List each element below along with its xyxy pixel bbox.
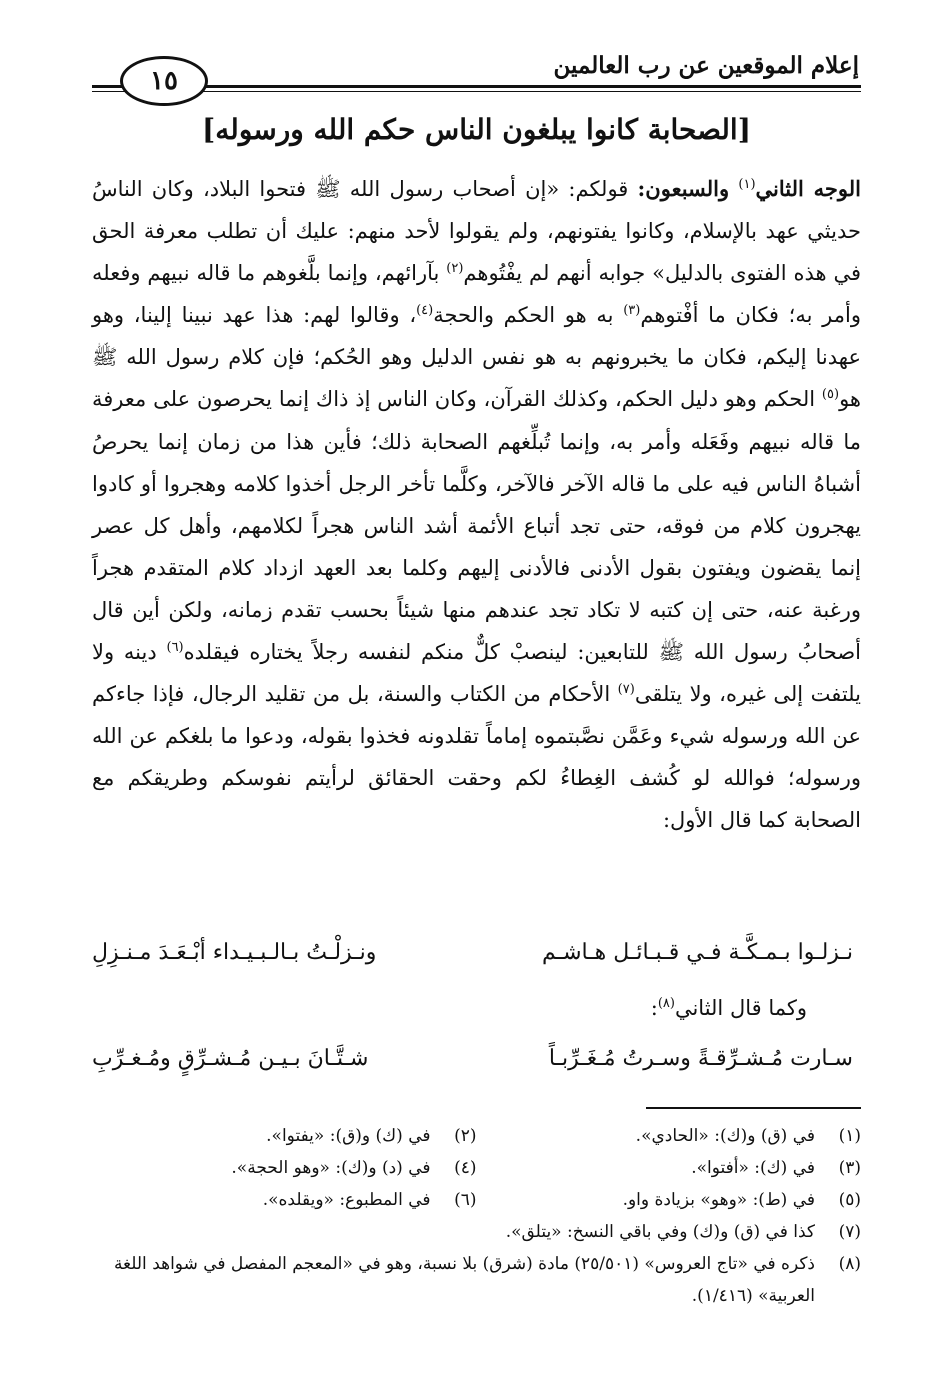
footnote-text: في (ط): «وهو» بزيادة واو. [622,1190,815,1210]
running-title: إعلام الموقعين عن رب العالمين [553,52,859,79]
footnote [92,1152,477,1184]
footnote-ref: (٣) [623,303,641,319]
footnote-text: في (د) و(ك): «وهو الحجة». [231,1158,431,1178]
footnote-text: في المطبوع: «ويقلده». [262,1190,431,1210]
text-run: قولكم: «إن أصحاب رسول الله ﷺ فتحوا البلاد، وكان الناسُ حديثي عهد بالإسلام، وكانوا يفتونهم، ولم يقولوا لأحد منهم: عليك أن تطلب معرفة الحق في هذه الفتوى بالدليل» جوابه أنهم لم يفْتُوهم [92,177,861,286]
text-run: ، وقالوا لهم: هذا عهد نبينا إلينا، وهو عهدنا إليكم، فكان ما يخبرونهم به هو نفس الدليل وهو الحُكم؛ فإن كلام رسول الله ﷺ هو [92,303,861,412]
footnote-row [92,1120,861,1152]
verse-line [92,940,861,965]
paragraph [92,168,861,842]
verse-hemistich-second: ونـزلْـتُ بـالـبـيـداء أبْـعَـدَ مـنـزِلِ [92,940,377,965]
text-run: الحكم وهو دليل الحكم، وكذلك القرآن، وكان الناس إذ ذاك إنما يحرصون على معرفة ما قاله نبيهم وفَعَله وأمر به، وإنما تُبلِّغهم الصحابة ذلك؛ فأين هذا من زمان إنما يحرصُ أشباهُ الناس فيه على ما قاله الآخر فالآخر، وكلَّما تأخر الرجل أخذوا كلامه وهجروا أو كادوا يهجرون كلام من فوقه، حتى تجد أتباع الأئمة أشد الناس هجراً لكلامهم، وأهل كل عصر إنما يقضون ويفتون بقول الأدنى فالأدنى إليهم وكلما بعد العهد ازداد كلام المتقدم هجراً ورغبة عنه، حتى إن كتبه لا تكاد تجد عندهم منها شيئاً بحسب تقدم زمانه، ولكن أين قال أصحابُ رسول الله ﷺ للتابعين: لينصبْ كلٌّ منكم لنفسه رجلاً يختاره فيقلده [92,387,861,665]
verse-line [92,1046,861,1071]
footnote-number: (١) [838,1126,861,1146]
footnote-number: (٦) [454,1190,477,1210]
footnote [92,1120,477,1152]
footnote-ref: (٢) [446,261,464,277]
footnote [477,1152,862,1184]
footnote [477,1120,862,1152]
verse-hemistich-first: نـزلـوا بـمـكَّـة فـي قـبـائـل هـاشـم [542,940,853,965]
text-run: به هو الحكم والحجة [433,303,624,328]
footnote [477,1184,862,1216]
footnote-ref: (٨) [657,996,675,1011]
verse-intro-colon: : [650,996,658,1020]
verse-intro-text: وكما قال الثاني [674,996,807,1020]
main-text [92,168,861,842]
footnote-number: (٧) [838,1222,861,1242]
footnote-ref: (٦) [166,640,184,656]
footnote-ref: (٤) [416,303,434,319]
header-rule-thin [92,91,861,92]
footnote-row [92,1248,861,1312]
footnote-number: (٥) [838,1190,861,1210]
footnote-text: ذكره في «تاج العروس» (٢٥/٥٠١) مادة (شرق) بلا نسبة، وهو في «المعجم المفصل في شواهد اللغة العربية» (١/٤١٦). [113,1254,815,1306]
footnote [92,1184,477,1216]
verse-hemistich-second: شـتَّـانَ بـيـن مُـشـرِّقٍ ومُـغـرِّبِ [92,1046,369,1071]
footnote-ref: (١) [738,177,756,192]
section-title: [الصحابة كانوا يبلغون الناس حكم الله ورسوله] [202,113,751,146]
lead-phrase-tail: والسبعون: [637,176,730,201]
verse-hemistich-first: سـارت مُـشـرِّقـةً وسـرتُ مُـغَـرِّبـاً [548,1046,853,1071]
footnote-text: في (ق) و(ك): «الحادي». [635,1126,815,1146]
footnote-row [92,1152,861,1184]
footnote-ref: (٧) [617,682,635,698]
footnote-row [92,1184,861,1216]
footnote-text: في (ك): «أفتوا». [691,1158,815,1178]
footnote [92,1216,861,1248]
footnote-row [92,1216,861,1248]
footnote-number: (٢) [454,1126,477,1146]
text-run: الأحكام من الكتاب والسنة، بل من تقليد الرجال، فإذا جاءكم عن الله ورسوله شيء وعَمَّن نصَّبتموه إماماً تقلدونه فخذوا بقوله، ودعوا ما بلغكم عن الله ورسوله؛ فوالله لو كُشف الغِطاءُ لكم وحقت الحقائق لرأيتم نفوسكم وطريقكم مع الصحابة كما قال الأول: [92,682,861,833]
footnote-ref: (٥) [821,387,840,403]
footnote-text: في (ك) و(ق): «يفتوا». [266,1126,431,1146]
header-rule-thick [92,85,861,88]
lead-phrase: الوجه الثاني [755,176,861,201]
footnote-separator [646,1107,861,1109]
text-run: بآرائهم، وإنما بلَّغوهم ما قاله نبيهم وفعله وأمر به؛ فكان ما أفْتوهم [92,261,861,328]
footnotes [92,1120,861,1312]
text-run: دينه ولا يلتفت إلى غيره، ولا يتلقى [92,640,861,707]
page-number: ١٥ [120,56,208,106]
footnote-number: (٣) [838,1158,861,1178]
footnote-text: كذا في (ق) و(ك) وفي باقي النسخ: «يتلق». [505,1222,815,1242]
verse-intro [651,996,807,1020]
footnote-number: (٤) [454,1158,477,1178]
footnote-number: (٨) [838,1254,861,1274]
footnote [92,1248,861,1312]
